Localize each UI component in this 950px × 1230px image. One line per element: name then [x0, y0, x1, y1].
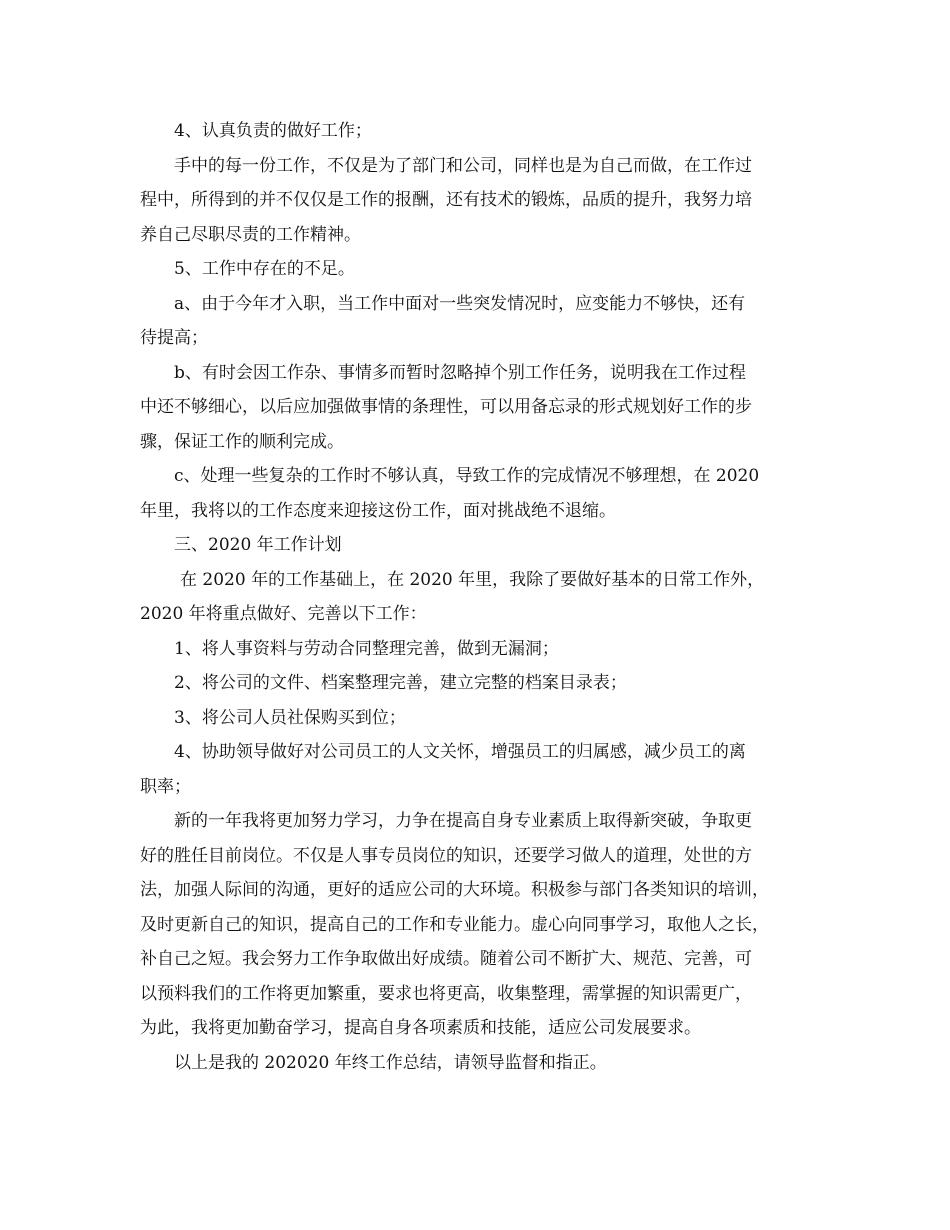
paragraph-line: 好的胜任目前岗位。不仅是人事专员岗位的知识，还要学习做人的道理，处世的方 — [140, 845, 752, 866]
plan-item-2: 2、将公司的文件、档案整理完善，建立完整的档案目录表； — [174, 673, 627, 693]
paragraph-line: 法，加强人际间的沟通，更好的适应公司的大环境。积极参与部门各类知识的培训， — [140, 880, 769, 900]
paragraph-line: 养自己尽职尽责的工作精神。 — [140, 224, 361, 245]
document-body — [140, 114, 820, 1080]
paragraph-line: 及时更新自己的知识，提高自己的工作和专业能力。虚心向同事学习，取他人之长， — [140, 914, 769, 935]
section-4-heading: 4、认真负责的做好工作； — [174, 121, 372, 141]
paragraph-line: 年里，我将以的工作态度来迎接这份工作，面对挑战绝不退缩。 — [140, 500, 616, 521]
paragraph-line: 2020 年将重点做好、完善以下工作： — [140, 604, 427, 624]
paragraph-line: a、由于今年才入职，当工作中面对一些突发情况时，应变能力不够快，还有 — [174, 293, 746, 314]
paragraph-line: 职率； — [140, 776, 191, 797]
paragraph-line: 补自己之短。我会努力工作争取做出好成绩。随着公司不断扩大、规范、完善，可 — [140, 949, 752, 969]
paragraph-line: b、有时会因工作杂、事情多而暂时忽略掉个别工作任务，说明我在工作过程 — [174, 362, 746, 383]
section-5-heading: 5、工作中存在的不足。 — [174, 259, 355, 279]
plan-item-4: 4、协助领导做好对公司员工的人文关怀，增强员工的归属感，减少员工的离 — [174, 742, 746, 762]
section-3-heading: 三、2020 年工作计划 — [174, 535, 342, 555]
paragraph-line: 程中，所得到的并不仅仅是工作的报酬，还有技术的锻炼，品质的提升，我努力培 — [140, 190, 752, 210]
paragraph-line: 新的一年我将更加努力学习，力争在提高自身专业素质上取得新突破，争取更 — [174, 811, 752, 831]
paragraph-line: 为此，我将更加勤奋学习，提高自身各项素质和技能，适应公司发展要求。 — [140, 1018, 701, 1038]
paragraph-line: 在 2020 年的工作基础上，在 2020 年里，我除了要做好基本的日常工作外， — [180, 569, 765, 590]
paragraph-line: 骤，保证工作的顺利完成。 — [140, 431, 344, 452]
plan-item-3: 3、将公司人员社保购买到位； — [174, 707, 406, 728]
closing-line: 以上是我的 202020 年终工作总结，请领导监督和指正。 — [174, 1052, 607, 1073]
paragraph-line: 以预料我们的工作将更加繁重，要求也将更高，收集整理，需掌握的知识需更广， — [140, 983, 752, 1004]
paragraph-line: 中还不够细心，以后应加强做事情的条理性，可以用备忘录的形式规划好工作的步 — [140, 397, 752, 417]
plan-item-1: 1、将人事资料与劳动合同整理完善，做到无漏洞； — [174, 638, 559, 659]
paragraph-line: 手中的每一份工作，不仅是为了部门和公司，同样也是为自己而做，在工作过 — [174, 155, 752, 176]
paragraph-line: c、处理一些复杂的工作时不够认真，导致工作的完成情况不够理想，在 2020 — [174, 466, 760, 486]
paragraph-line: 待提高； — [140, 328, 208, 348]
